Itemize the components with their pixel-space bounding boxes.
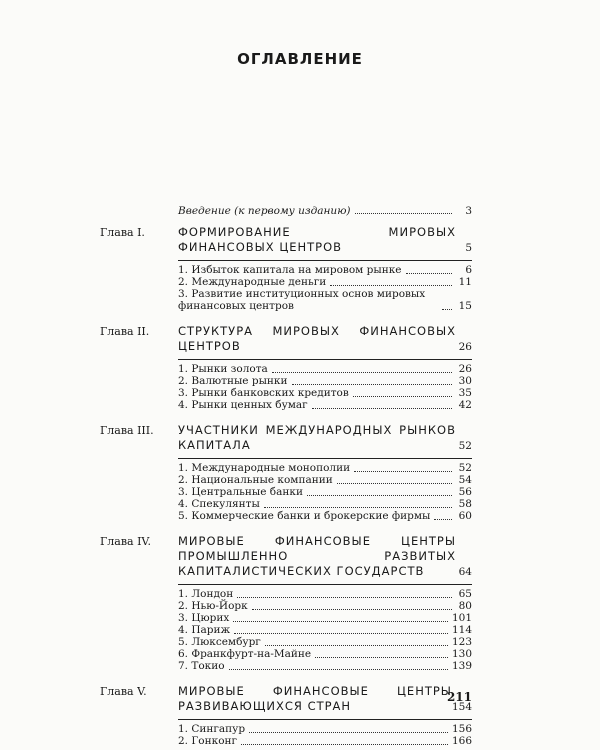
section-page: 42 bbox=[458, 399, 472, 411]
chapter-label: Глава V. bbox=[100, 685, 147, 698]
chapter-page: 154 bbox=[451, 701, 472, 713]
chapter-body bbox=[178, 534, 472, 672]
section-title: 1. Международные монополии bbox=[178, 462, 351, 474]
section-page: 101 bbox=[451, 612, 472, 624]
dot-leader bbox=[434, 519, 452, 520]
dot-leader bbox=[229, 669, 448, 670]
section-page: 166 bbox=[451, 735, 472, 747]
chapter-rule bbox=[178, 359, 472, 360]
section-page: 54 bbox=[458, 474, 472, 486]
dot-leader bbox=[265, 645, 448, 646]
chapter-body bbox=[178, 684, 472, 747]
dot-leader bbox=[249, 732, 448, 733]
toc-section-entry bbox=[178, 600, 472, 612]
dot-leader bbox=[442, 309, 452, 310]
toc-section-entry bbox=[178, 276, 472, 288]
intro-title: Введение (к первому изданию) bbox=[178, 205, 351, 217]
chapter-title-row bbox=[178, 684, 472, 714]
toc-chapter bbox=[100, 225, 472, 312]
page-title: ОГЛАВЛЕНИЕ bbox=[237, 50, 363, 68]
dot-leader bbox=[355, 213, 452, 214]
folio-page-number: 211 bbox=[446, 690, 472, 704]
toc-section-entry bbox=[178, 264, 472, 276]
section-title: 2. Национальные компании bbox=[178, 474, 333, 486]
section-title: 5. Люксембург bbox=[178, 636, 261, 648]
section-page: 11 bbox=[458, 276, 472, 288]
toc-section-entry bbox=[178, 648, 472, 660]
dot-leader bbox=[354, 471, 452, 472]
dot-leader bbox=[233, 621, 448, 622]
section-title: 2. Нью-Йорк bbox=[178, 600, 248, 612]
chapter-page: 5 bbox=[465, 242, 472, 254]
section-title: 2. Валютные рынки bbox=[178, 375, 288, 387]
section-page: 15 bbox=[458, 300, 472, 312]
section-title: 1. Лондон bbox=[178, 588, 234, 600]
toc-section-entry bbox=[178, 612, 472, 624]
chapter-label: Глава I. bbox=[100, 226, 145, 239]
dot-leader bbox=[337, 483, 452, 484]
chapter-title-row bbox=[178, 534, 472, 579]
section-title: 2. Международные деньги bbox=[178, 276, 327, 288]
section-title: 4. Спекулянты bbox=[178, 498, 260, 510]
section-title: 7. Токио bbox=[178, 660, 225, 672]
chapter-title: МИРОВЫЕ ФИНАНСОВЫЕ ЦЕНТРЫ ПРОМЫШЛЕННО РАЗВИТЫХ КАПИТАЛИСТИЧЕСКИХ ГОСУДАРСТВ bbox=[178, 534, 456, 578]
section-title: 4. Рынки ценных бумаг bbox=[178, 399, 308, 411]
section-page: 80 bbox=[458, 600, 472, 612]
chapter-page: 64 bbox=[458, 566, 472, 578]
chapter-label: Глава IV. bbox=[100, 535, 151, 548]
section-title: 3. Центральные банки bbox=[178, 486, 303, 498]
section-title: 4. Париж bbox=[178, 624, 231, 636]
section-page: 60 bbox=[458, 510, 472, 522]
dot-leader bbox=[406, 273, 453, 274]
chapter-title: СТРУКТУРА МИРОВЫХ ФИНАНСОВЫХ ЦЕНТРОВ bbox=[178, 324, 456, 353]
section-title: 5. Коммерческие банки и брокерские фирмы bbox=[178, 510, 431, 522]
chapter-title-row bbox=[178, 423, 472, 453]
dot-leader bbox=[241, 744, 448, 745]
dot-leader bbox=[264, 507, 452, 508]
chapter-title: МИРОВЫЕ ФИНАНСОВЫЕ ЦЕНТРЫ РАЗВИВАЮЩИХСЯ СТРАН bbox=[178, 684, 452, 713]
chapter-body bbox=[178, 225, 472, 312]
toc-section-entry bbox=[178, 363, 472, 375]
section-page: 130 bbox=[451, 648, 472, 660]
table-of-contents bbox=[100, 205, 472, 747]
dot-leader bbox=[330, 285, 452, 286]
toc-section-entry bbox=[178, 510, 472, 522]
toc-section-entry bbox=[178, 636, 472, 648]
section-page: 139 bbox=[451, 660, 472, 672]
toc-section-entry bbox=[178, 474, 472, 486]
toc-chapter bbox=[100, 534, 472, 672]
toc-section-entry bbox=[178, 288, 472, 312]
chapter-title: ФОРМИРОВАНИЕ МИРОВЫХ ФИНАНСОВЫХ ЦЕНТРОВ bbox=[178, 225, 456, 254]
toc-section-entry bbox=[178, 588, 472, 600]
toc-section-entry bbox=[178, 660, 472, 672]
toc-section-entry bbox=[178, 723, 472, 735]
toc-chapter bbox=[100, 324, 472, 411]
section-title: 1. Рынки золота bbox=[178, 363, 268, 375]
dot-leader bbox=[237, 597, 452, 598]
section-page: 6 bbox=[465, 264, 472, 276]
chapter-title-row bbox=[178, 324, 472, 354]
chapter-list bbox=[100, 225, 472, 747]
chapter-label: Глава II. bbox=[100, 325, 150, 338]
intro-page: 3 bbox=[465, 205, 472, 217]
chapter-page: 52 bbox=[458, 440, 472, 452]
section-page: 114 bbox=[451, 624, 472, 636]
toc-section-entry bbox=[178, 462, 472, 474]
section-page: 30 bbox=[458, 375, 472, 387]
chapter-label: Глава III. bbox=[100, 424, 154, 437]
section-page: 156 bbox=[451, 723, 472, 735]
toc-chapter bbox=[100, 423, 472, 522]
section-title: 3. Развитие институционных основ мировых финансовых центров bbox=[178, 288, 426, 312]
chapter-rule bbox=[178, 260, 472, 261]
toc-intro-entry bbox=[178, 205, 472, 217]
chapter-rule bbox=[178, 584, 472, 585]
dot-leader bbox=[252, 609, 452, 610]
toc-section-entry bbox=[178, 735, 472, 747]
section-page: 123 bbox=[451, 636, 472, 648]
chapter-page: 26 bbox=[458, 341, 472, 353]
dot-leader bbox=[234, 633, 448, 634]
dot-leader bbox=[315, 657, 448, 658]
chapter-rule bbox=[178, 458, 472, 459]
chapter-title: УЧАСТНИКИ МЕЖДУНАРОДНЫХ РЫНКОВ КАПИТАЛА bbox=[178, 423, 456, 452]
toc-section-entry bbox=[178, 375, 472, 387]
section-page: 26 bbox=[458, 363, 472, 375]
section-title: 1. Избыток капитала на мировом рынке bbox=[178, 264, 402, 276]
section-page: 56 bbox=[458, 486, 472, 498]
section-title: 2. Гонконг bbox=[178, 735, 238, 747]
section-page: 52 bbox=[458, 462, 472, 474]
toc-section-entry bbox=[178, 387, 472, 399]
section-title: 3. Цюрих bbox=[178, 612, 230, 624]
chapter-body bbox=[178, 423, 472, 522]
section-title: 1. Сингапур bbox=[178, 723, 246, 735]
dot-leader bbox=[292, 384, 453, 385]
dot-leader bbox=[312, 408, 452, 409]
chapter-body bbox=[178, 324, 472, 411]
section-title: 6. Франкфурт-на-Майне bbox=[178, 648, 312, 660]
section-page: 65 bbox=[458, 588, 472, 600]
toc-section-entry bbox=[178, 399, 472, 411]
toc-section-entry bbox=[178, 624, 472, 636]
chapter-rule bbox=[178, 719, 472, 720]
section-title: 3. Рынки банковских кредитов bbox=[178, 387, 349, 399]
section-page: 58 bbox=[458, 498, 472, 510]
toc-section-entry bbox=[178, 498, 472, 510]
toc-chapter bbox=[100, 684, 472, 747]
section-page: 35 bbox=[458, 387, 472, 399]
dot-leader bbox=[353, 396, 452, 397]
dot-leader bbox=[307, 495, 452, 496]
dot-leader bbox=[272, 372, 452, 373]
toc-section-entry bbox=[178, 486, 472, 498]
chapter-title-row bbox=[178, 225, 472, 255]
